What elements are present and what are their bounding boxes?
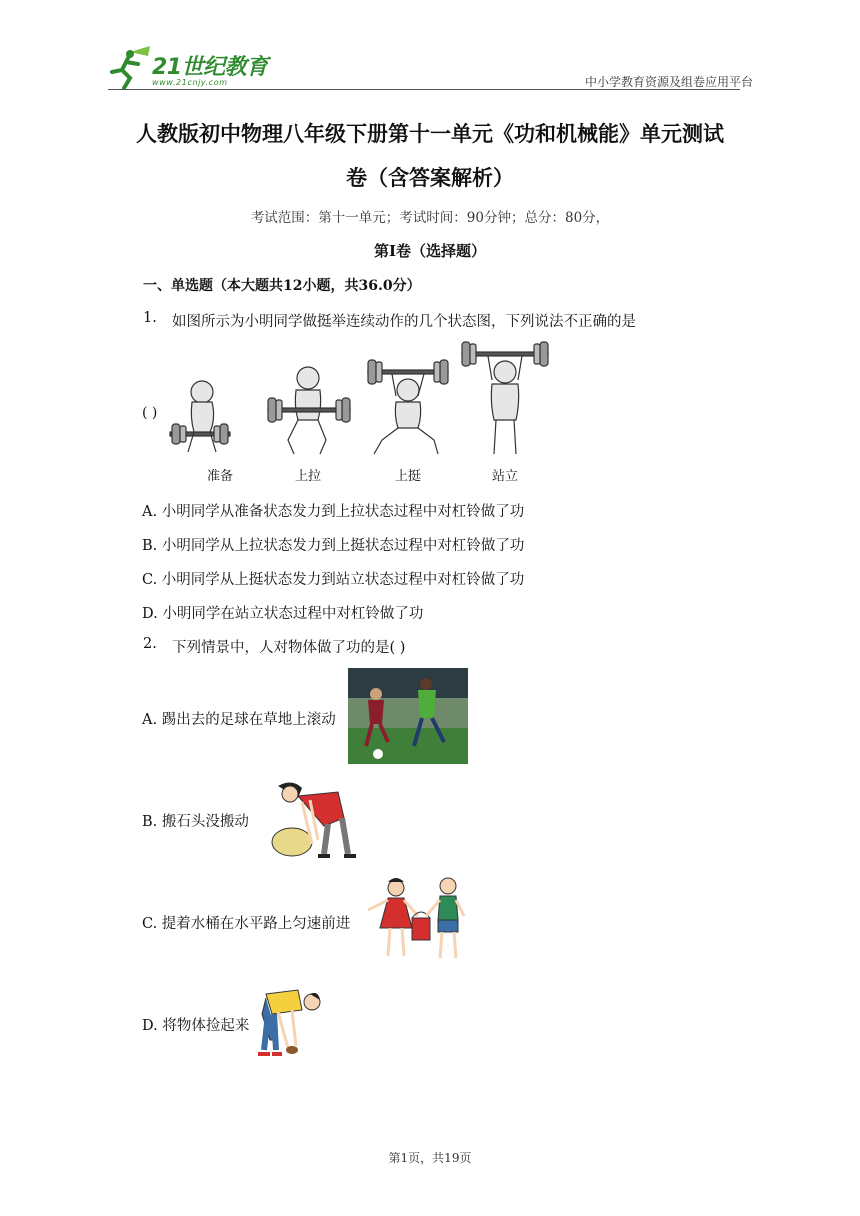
person-lifting-rock-icon <box>258 778 358 862</box>
option-text: 踢出去的足球在草地上滚动 <box>161 712 336 728</box>
option-text: 小明同学从上拉状态发力到上挺状态过程中对杠铃做了功 <box>161 538 525 554</box>
option-letter: C. <box>142 916 158 932</box>
option-text: 小明同学从上挺状态发力到站立状态过程中对杠铃做了功 <box>161 572 525 588</box>
section-heading: 第I卷（选择题） <box>373 242 487 260</box>
q1-option-a <box>142 500 524 521</box>
q1-option-c <box>142 568 524 589</box>
question-type-heading: 一、单选题（本大题共12小题，共36.0分） <box>143 278 421 294</box>
option-letter: B. <box>142 814 158 830</box>
figure-label-jerk: 上挺 <box>394 469 422 484</box>
option-text: 提着水桶在水平路上匀速前进 <box>161 916 351 932</box>
logo-brand: 21世纪教育 <box>152 55 268 80</box>
question-1-number: 1. <box>143 310 157 326</box>
figure-label-stand: 站立 <box>491 469 519 484</box>
lifter-stand-icon <box>462 342 548 454</box>
logo-url: www.21cnjy.com <box>152 78 228 87</box>
lifter-pull-icon <box>268 367 350 454</box>
option-text: 搬石头没搬动 <box>161 814 249 830</box>
kids-carrying-bucket-icon <box>364 876 468 966</box>
question-2-number: 2. <box>143 636 157 652</box>
q2-option-b <box>142 810 249 831</box>
figure-label-pull: 上拉 <box>294 469 322 484</box>
lifter-jerk-icon <box>368 360 448 454</box>
q2-option-d <box>142 1014 249 1035</box>
lifter-prepare-icon <box>170 381 230 452</box>
bucket-icon <box>412 918 430 940</box>
platform-label: 中小学教育资源及组卷应用平台 <box>585 75 754 89</box>
weightlifting-figure <box>160 340 560 490</box>
option-letter: A. <box>142 712 158 728</box>
q1-option-d <box>142 602 423 623</box>
option-letter: B. <box>142 538 158 554</box>
option-text: 小明同学从准备状态发力到上拉状态过程中对杠铃做了功 <box>161 504 525 520</box>
q2-option-a <box>142 708 336 729</box>
page-title-line2: 卷（含答案解析） <box>346 165 514 190</box>
question-2-stem: 下列情景中，人对物体做了功的是( ) <box>172 640 406 656</box>
exam-info: 考试范围：第十一单元；考试时间：90分钟；总分：80分， <box>250 210 610 226</box>
page-footer: 第1页，共19页 <box>388 1151 472 1165</box>
option-letter: C. <box>142 572 158 588</box>
option-letter: D. <box>142 606 158 622</box>
option-text: 将物体捡起来 <box>162 1018 250 1034</box>
q1-option-b <box>142 534 524 555</box>
question-1-stem: 如图所示为小明同学做挺举连续动作的几个状态图，下列说法不正确的是 <box>172 314 636 330</box>
option-letter: A. <box>142 504 158 520</box>
page-title-line1: 人教版初中物理八年级下册第十一单元《功和机械能》单元测试 <box>136 121 724 146</box>
figure-label-prepare: 准备 <box>206 469 234 484</box>
soccer-photo <box>348 668 468 764</box>
option-letter: D. <box>142 1018 158 1034</box>
person-picking-up-object-icon <box>258 984 330 1060</box>
soccer-ball-icon <box>373 749 383 759</box>
q2-option-c <box>142 912 350 933</box>
question-1-answer-paren: ( ) <box>142 405 158 421</box>
option-text: 小明同学在站立状态过程中对杠铃做了功 <box>162 606 424 622</box>
header-divider <box>108 89 740 90</box>
